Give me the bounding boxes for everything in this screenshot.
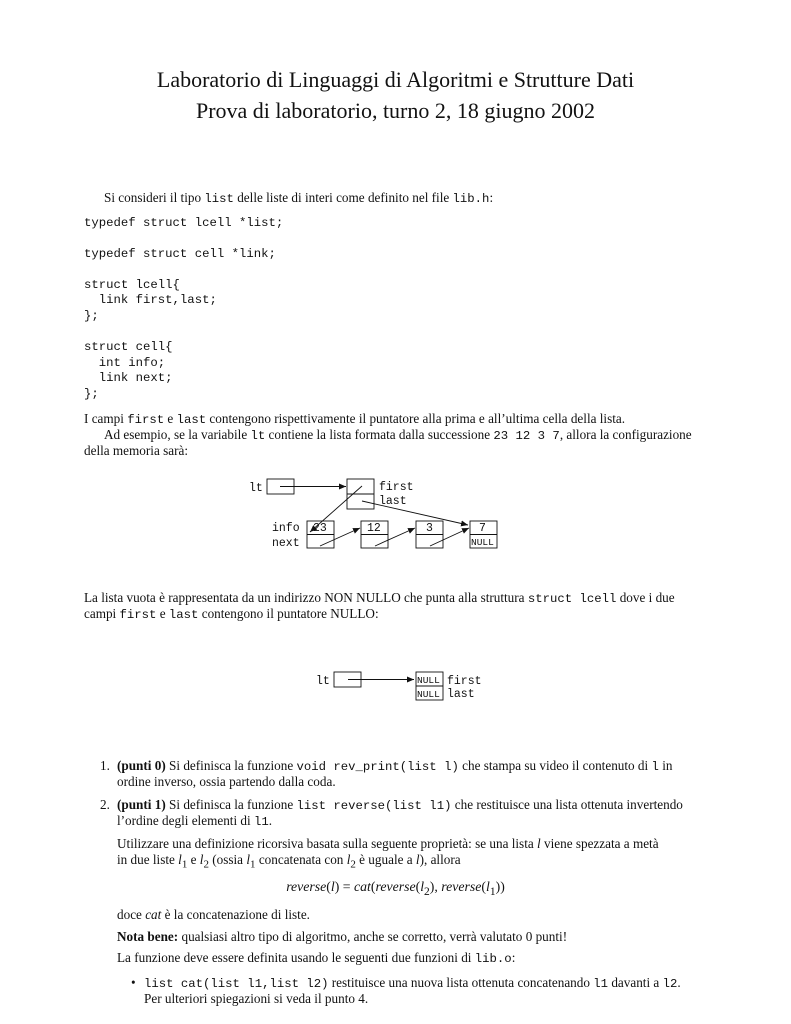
diagram-var-lt: lt [249,482,263,495]
empty-first-null: NULL [417,675,440,686]
cell-value-3: 3 [426,522,433,535]
code-cell-info: int info; [84,356,166,370]
reverse-formula: reverse(l) = $cat(reverse(l_2)$, $reverse(l_1)$) [286,879,505,898]
example-paragraph-line-1: Ad esempio, se la variabile lt contiene la lista formata dalla successione 23 12 3 7, allora la configurazione [104,427,692,443]
diagram-label-next: next [272,537,300,550]
concat-definition: doce cat è la concatenazione di liste. [117,907,310,922]
empty-label-first: first [447,675,482,688]
lib-functions-intro: La funzione deve essere definita usando le seguenti due funzioni di lib.o: [117,950,516,966]
item-1-line-2: ordine inverso, ossia partendo dalla coda. [117,774,336,789]
cell-value-1: 23 [313,522,327,535]
code-lcell-fields: link first,last; [84,293,217,307]
cell-value-2: 12 [367,522,381,535]
empty-list-paragraph-line-1: La lista vuota è rappresentata da un indirizzo NON NULLO che punta alla struttura struct lcell dove i due [84,590,675,606]
cell-value-4: 7 [479,522,486,535]
empty-last-null: NULL [417,689,440,700]
code-lcell-close: }; [84,309,99,323]
title-line-1: Laboratorio di Linguaggi di Algoritmi e Strutture Dati [156,67,635,92]
cat-function-reference: Per ulteriori spiegazioni si veda il punto 4. [144,991,369,1006]
intro-paragraph: Si consideri il tipo list delle liste di interi come definito nel file lib.h: [104,190,494,206]
empty-diagram-var-lt: lt [316,675,330,688]
code-cell-next: link next; [84,371,173,385]
diagram-label-first: first [379,481,414,494]
item-1-number: 1. [100,758,110,773]
code-typedef-link: typedef struct cell *link; [84,247,276,261]
code-struct-lcell: struct lcell{ [84,278,180,292]
recursive-hint-line-2: in due liste $l_1$ e $l_2$ (ossia $l_1$ concatenata con $l_2$ è uguale a l), allora [117,852,461,871]
title-line-2: Prova di laboratorio, turno 2, 18 giugno 2002 [195,98,595,123]
bullet-marker: • [131,975,136,990]
item-1-line-1: (punti 0) Si definisca la funzione void rev_print(list l) che stampa su video il contenuto di l in [117,758,673,774]
empty-list-paragraph-line-2: campi first e last contengono il puntatore NULLO: [84,606,379,622]
cell-null: NULL [471,537,494,548]
fields-paragraph: I campi first e last contengono rispettivamente il puntatore alla prima e all’ultima cella della lista. [84,411,626,427]
diagram-label-last: last [379,495,407,508]
item-2-line-1: (punti 1) Si definisca la funzione list reverse(list l1) che restituisce una lista ottenuta invertendo [117,797,683,813]
next-arrow-2 [375,528,415,546]
code-cell-close: }; [84,387,99,401]
code-typedef-list: typedef struct lcell *list; [84,216,284,230]
item-2-number: 2. [100,797,110,812]
note-bene: Nota bene: qualsiasi altro tipo di algoritmo, anche se corretto, verrà valutato 0 punti! [117,929,568,944]
diagram-label-info: info [272,522,300,535]
code-struct-cell: struct cell{ [84,340,173,354]
next-arrow-3 [430,528,469,546]
recursive-hint-line-1: Utilizzare una definizione ricorsiva basata sulla seguente proprietà: se una lista l viene spezzata a metà [117,836,659,851]
example-paragraph-line-2: della memoria sarà: [84,443,188,458]
cat-function-description: list cat(list l1,list l2) restituisce una nuova lista ottenuta concatenando l1 davanti a l2. [144,975,681,991]
empty-label-last: last [447,688,475,701]
item-2-line-2: l’ordine degli elementi di l1. [117,813,273,829]
